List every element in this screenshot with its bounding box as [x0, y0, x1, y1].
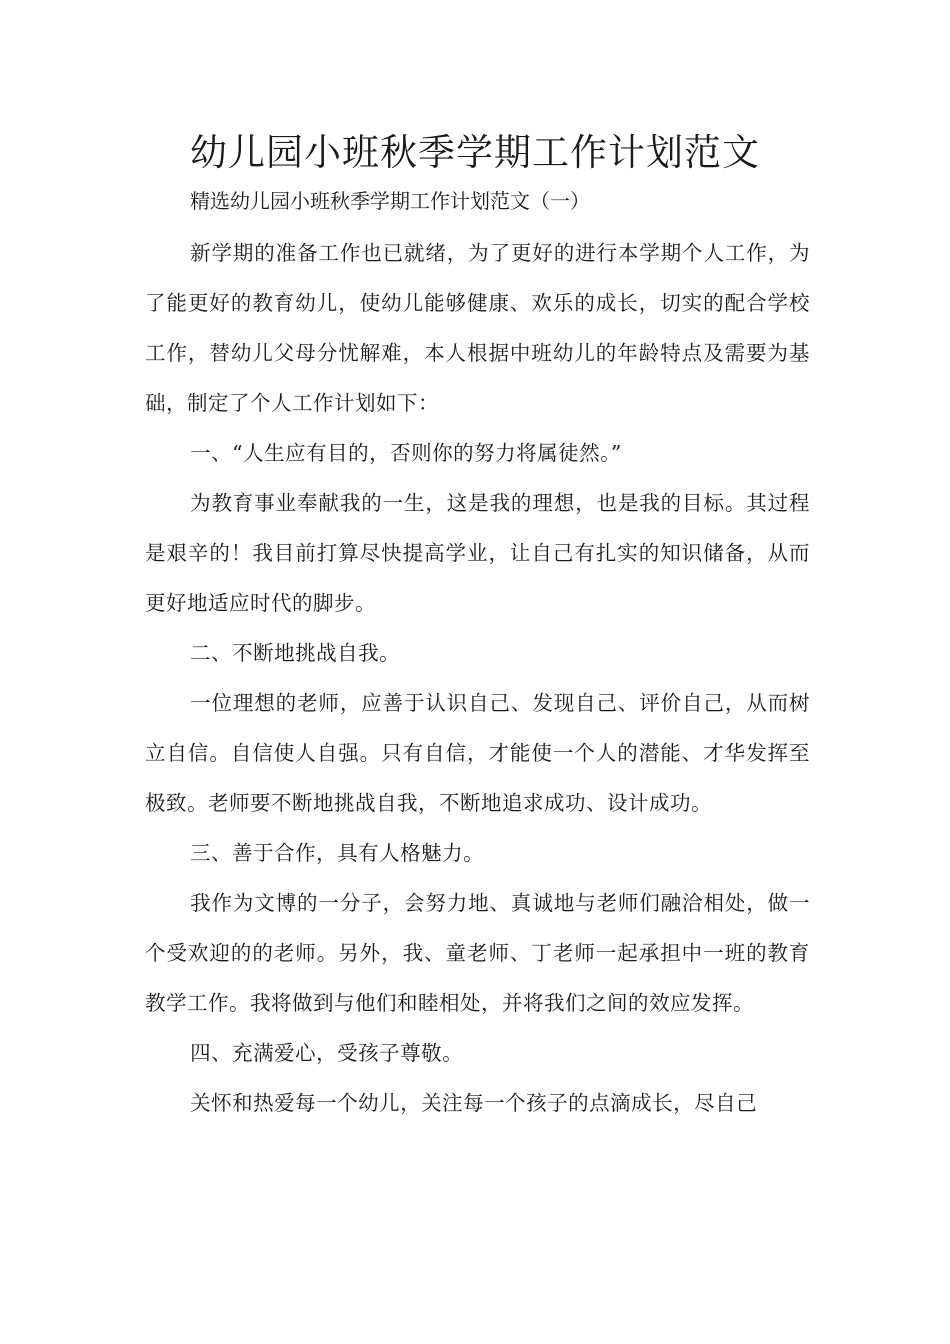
document-title: 幼儿园小班秋季学期工作计划范文 [190, 131, 760, 174]
paragraph-section-3: 我作为文博的一分子，会努力地、真诚地与老师们融洽相处，做一个受欢迎的的老师。另外，我、童老师、丁老师一起承担中一班的教育教学工作。我将做到与他们和睦相处，并将我们之间的效应发挥。 [145, 891, 810, 1015]
section-heading-1: 一、“人生应有目的，否则你的努力将属徒然。” [190, 441, 622, 465]
paragraph-section-4: 关怀和热爱每一个幼儿，关注每一个孩子的点滴成长，尽自己 [190, 1091, 758, 1115]
document-body [145, 228, 810, 1128]
paragraph-intro: 新学期的准备工作也已就绪，为了更好的进行本学期个人工作，为了能更好的教育幼儿，使幼儿能够健康、欢乐的成长，切实的配合学校工作，替幼儿父母分忧解难，本人根据中班幼儿的年龄特点及需要为基础，制定了个人工作计划如下： [145, 241, 810, 415]
document-subtitle: 精选幼儿园小班秋季学期工作计划范文（一） [190, 189, 590, 213]
paragraph-section-2: 一位理想的老师，应善于认识自己、发现自己、评价自己，从而树立自信。自信使人自强。只有自信，才能使一个人的潜能、才华发挥至极致。老师要不断地挑战自我，不断地追求成功、设计成功。 [145, 691, 810, 815]
section-heading-4: 四、充满爱心，受孩子尊敬。 [190, 1041, 464, 1065]
section-heading-3: 三、善于合作，具有人格魅力。 [190, 841, 485, 865]
section-heading-2: 二、不断地挑战自我。 [190, 641, 401, 665]
paragraph-section-1: 为教育事业奉献我的一生，这是我的理想，也是我的目标。其过程是艰辛的！我目前打算尽快提高学业，让自己有扎实的知识储备，从而更好地适应时代的脚步。 [145, 491, 810, 615]
